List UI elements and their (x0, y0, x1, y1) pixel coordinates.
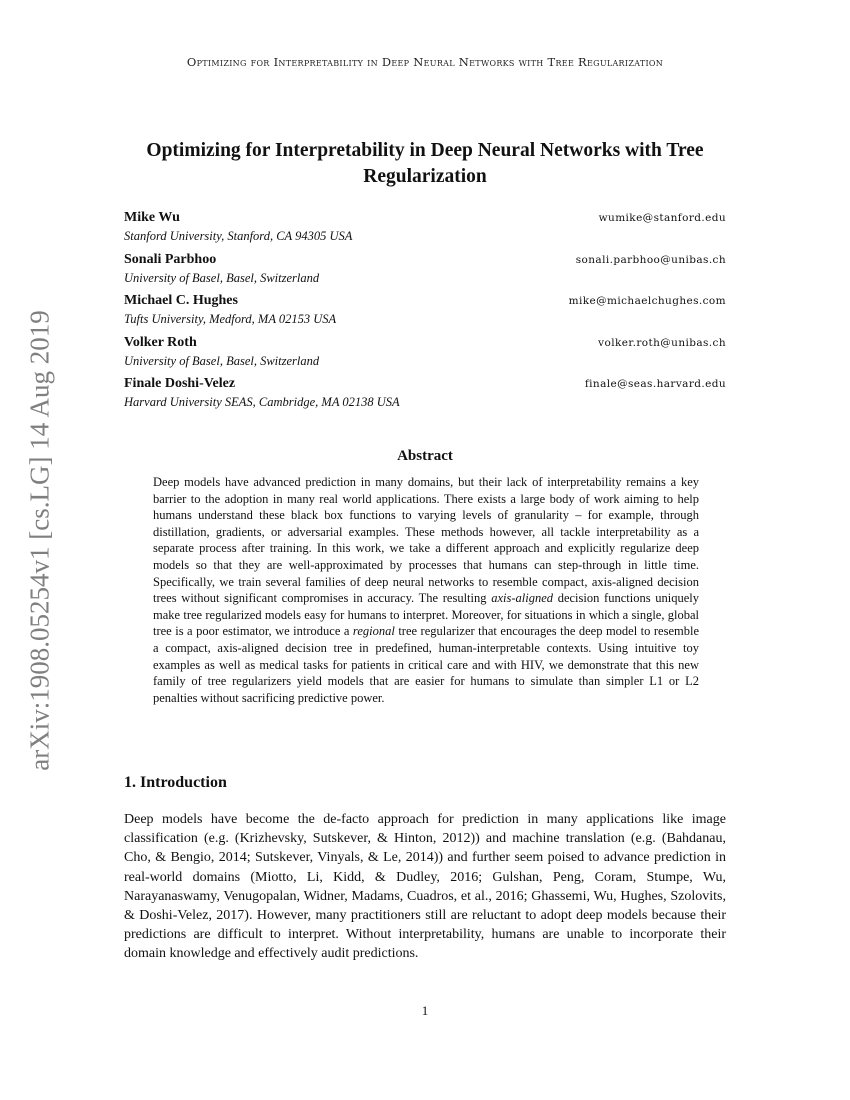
author-block (124, 252, 726, 294)
abstract-emphasis: regional (352, 624, 395, 639)
page-number: 1 (421, 1003, 429, 1018)
paper-title: Optimizing for Interpretability in Deep Neural Networks with Tree Regularization (146, 140, 704, 187)
author-block (124, 376, 726, 418)
arxiv-identifier-stamp (20, 290, 60, 790)
author-email: wumike@stanford.edu (598, 212, 726, 224)
running-head: Optimizing for Interpretability in Deep Neural Networks with Tree Regularization (186, 55, 664, 69)
author-list (124, 210, 726, 418)
author-block (124, 293, 726, 335)
author-email: sonali.parbhoo@unibas.ch (575, 253, 726, 266)
abstract-heading: Abstract (397, 448, 453, 464)
introduction-paragraph: Deep models have become the de-facto approach for prediction in many applications like image classification (e.g. (Krizhevsky, Sutskever, & Hinton, 2012)) and machine translation (e.g. (Bahdanau, Cho, & Bengio, 2014; Sutskever, Vinyals, & Le, 2014)) and further seem poised to advance prediction in real-world domains (Miotto, Li, Kidd, & Dudley, 2016; Gulshan, Peng, Coram, Stumpe, Wu, Narayanaswamy, Venugopalan, Widner, Madams, Cuadros, et al., 2016; Ghassemi, Wu, Hughes, Szolovits, & Doshi-Velez, 2017). However, many practitioners still are reluctant to adopt deep models because their predictions are difficult to interpret. Without interpretability, humans are unable to incorporate their domain knowledge and effectively audit predictions. (124, 812, 726, 962)
author-email: finale@seas.harvard.edu (584, 378, 726, 390)
abstract-emphasis: axis-aligned (491, 591, 553, 606)
author-name: Sonali Parbhoo (124, 251, 217, 267)
arxiv-identifier-text: arXiv:1908.05254v1 [cs.LG] 14 Aug 2019 (24, 309, 55, 771)
author-block (124, 335, 726, 377)
abstract-text-part: decision functions uniquely make tree regularized models easy for humans to interpret. Moreover, for situations in which a single, global tree is a poor estimator, we introduce a (153, 591, 700, 639)
author-affiliation: University of Basel, Basel, Switzerland (124, 270, 320, 285)
author-email: mike@michaelchughes.com (568, 295, 726, 307)
author-affiliation: Stanford University, Stanford, CA 94305 USA (124, 229, 353, 243)
author-email: volker.roth@unibas.ch (598, 336, 726, 349)
section-heading-introduction: 1. Introduction (124, 774, 227, 791)
author-name: Mike Wu (124, 210, 180, 225)
author-affiliation: Tufts University, Medford, MA 02153 USA (124, 312, 337, 326)
abstract-text (153, 474, 699, 706)
abstract-text-part: Deep models have advanced prediction in many domains, but their lack of interpretability remains a key barrier to the adoption in many real world applications. There exists a large body of work aiming to help humans understand these black box functions to varying levels of granularity – for example, through distillation, gradients, or adversarial examples. These methods however, all tackle interpretability as a separate process after training. In this work, we take a different approach and explicitly regularize deep models so that they are well-approximated by processes that humans can step-through in little time. Specifically, we train several families of deep neural networks to resemble compact, axis-aligned decision trees without significant compromises in accuracy. The resulting (153, 475, 699, 606)
author-affiliation: Harvard University SEAS, Cambridge, MA 02138 USA (124, 395, 400, 409)
author-name: Michael C. Hughes (124, 293, 238, 308)
author-block (124, 210, 726, 252)
author-name: Volker Roth (124, 334, 197, 350)
author-name: Finale Doshi-Velez (124, 376, 236, 391)
abstract-text-part: tree regularizer that encourages the deep model to resemble a compact, axis-aligned decision tree in predefined, human-interpretable contexts. Using intuitive toy examples as well as medical tasks for patients in critical care and with HIV, we demonstrate that this new family of tree regularizers yield models that are easier for humans to simulate than simpler L1 or L2 penalties without sacrificing predictive power. (153, 624, 700, 705)
author-affiliation: University of Basel, Basel, Switzerland (124, 353, 320, 368)
